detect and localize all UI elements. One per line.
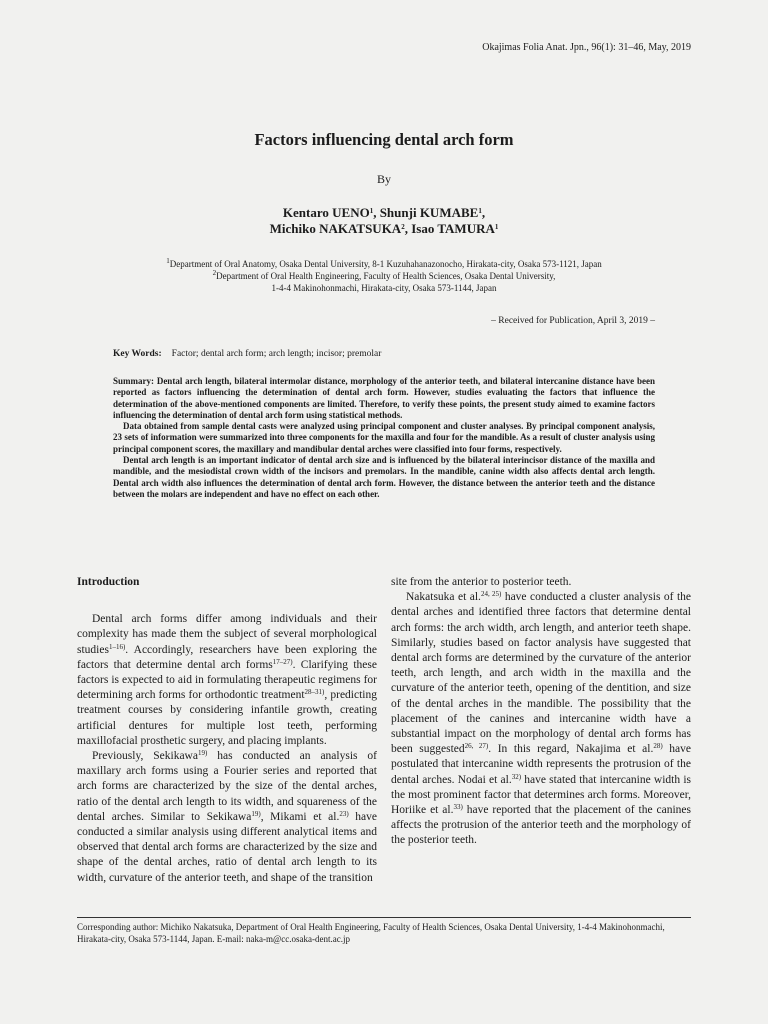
abstract <box>113 376 655 500</box>
citation-ref: 24, 25) <box>480 590 502 599</box>
corresponding-author-footnote: Corresponding author: Michiko Nakatsuka, Department of Oral Health Engineering, Faculty of Health Sciences, Osaka Dental University, 1-4-4 Makinohonmachi, Hirakata-city, Osaka 573-1144, Japan. E-mail: naka-m@cc.osaka-dent.ac.jp <box>77 922 665 945</box>
body-paragraph: Nakatsuka et al.$^{24, 25)}$ have conducted a cluster analysis of the dental arches and identified three factors that determine dental arch forms: the arch width, arch length, and anterior teeth shape. Similarly, studies based on factor analysis have suggested that dental arch forms are determined by the curvature of the anterior teeth, arch length, and arch width in the maxilla and the curvature of the anterior teeth, opening of the dentition, and size of the dental arches in the mandible. The possibility that the placement of the canines and intercanine width have a substantial impact on the morphology of dental arch forms has been suggested$^{26, 27)}$. In this regard, Nakajima et al.$^{28)}$ have postulated that intercanine width represents the protrusion of the dental arches. Nodai et al.$^{32)}$ have stated that intercanine width is the most prominent factor that determines arch forms. Moreover, Horiike et al.$^{33)}$ have reported that the placement of the canines affects the protrusion of the anterior teeth and the morphology of the posterior teeth. <box>391 590 692 847</box>
abstract-paragraph: Summary: Dental arch length, bilateral intermolar distance, morphology of the anterior teeth, and bilateral intercanine distance have been reported as factors influencing the determination of dental arch form. However, studies evaluating the factors that influence the determination of the above-mentioned components are limited. Therefore, to verify these points, the present study aimed to examine factors influencing the determination of dental arch form using statistical methods. <box>113 376 655 420</box>
author-name: Michiko NAKATSUKA <box>269 221 402 236</box>
affiliation-marker: 1 <box>166 257 170 265</box>
affiliation-marker: 1 <box>478 207 482 215</box>
body-column-right <box>391 575 691 849</box>
body-paragraph: Previously, Sekikawa$^{19)}$ has conducted an analysis of maxillary arch forms using a Fourier series and reported that arch forms are characterized by the size of the dental arches, ratio of the dental arch length to its width, and squareness of the dental arches. Similar to Sekikawa$^{19)}$, Mikami et al.$^{23)}$ have conducted a similar analysis using different analytical items and observed that dental arch forms are characterized by the size and shape of the dental arches, ratio of dental arch length to its width, curvature of the anterior teeth, and shape of the transition <box>77 749 378 884</box>
author-line-1 <box>0 205 768 221</box>
citation-ref: 19) <box>251 809 261 818</box>
citation-ref: 1–16) <box>108 642 126 651</box>
author-name: , Isao TAMURA <box>404 221 495 236</box>
article-title: Factors influencing dental arch form <box>254 130 514 149</box>
keywords <box>113 349 381 359</box>
affiliation-2-address: 1-4-4 Makinohonmachi, Hirakata-city, Osaka 573-1144, Japan <box>271 283 497 293</box>
body-paragraph-continued: site from the anterior to posterior teeth. <box>391 576 572 588</box>
author-line-2 <box>0 221 768 237</box>
citation-ref: 17–27) <box>272 657 293 666</box>
affiliation-text: Department of Oral Anatomy, Osaka Dental University, 8-1 Kuzuhahanazonocho, Hirakata-city, Osaka 573-1121, Japan <box>169 259 602 269</box>
keywords-text: Factor; dental arch form; arch length; incisor; premolar <box>171 349 382 359</box>
journal-citation: Okajimas Folia Anat. Jpn., 96(1): 31–46, May, 2019 <box>482 42 691 53</box>
author-name: Kentaro UENO <box>282 205 370 220</box>
separator: , <box>481 205 486 220</box>
affiliation-marker: 2 <box>212 269 217 277</box>
author-list <box>0 205 768 237</box>
body-paragraph: Dental arch forms differ among individuals and their complexity has made them the subject of several morphological studies$^{1-16)}$. Accordingly, researchers have been exploring the factors that determine dental arch forms$^{17-27)}$. Clarifying these factors is expected to aid in formulating therapeutic regimens for determining arch forms for orthodontic treatment$^{28-31)}$, predicting treatment courses by considering infantile growth, creating artificial dentures for multiple lost teeth, performing maxillofacial prosthetic surgery, and placing implants. <box>77 613 377 747</box>
byline: By <box>376 172 391 186</box>
affiliation-1 <box>0 258 768 270</box>
citation-ref: 28) <box>653 742 663 751</box>
affiliation-marker: 1 <box>494 223 499 231</box>
author-name: , Shunji KUMABE <box>373 205 479 220</box>
affiliation-text: Department of Oral Health Engineering, Faculty of Health Sciences, Osaka Dental University, <box>216 271 556 281</box>
received-date: – Received for Publication, April 3, 2019 – <box>491 316 655 326</box>
section-heading: Introduction <box>77 576 140 588</box>
citation-ref: 32) <box>511 772 522 781</box>
citation-ref: 28–31) <box>304 688 325 697</box>
citation-ref: 19) <box>197 749 208 758</box>
affiliation-2 <box>0 270 768 282</box>
affiliation-marker: 2 <box>401 223 405 231</box>
citation-ref: 23) <box>339 809 349 818</box>
footnote-divider <box>77 917 691 918</box>
body-column-left <box>77 575 377 886</box>
affiliation-marker: 1 <box>369 207 374 215</box>
abstract-paragraph: Data obtained from sample dental casts were analyzed using principal component and cluster analyses. By principal component analysis, 23 sets of information were summarized into three components for the maxilla and four for the mandible. As a result of cluster analysis using principal component scores, the maxillary and mandibular dental arches were classified into four forms, respectively. <box>113 421 655 454</box>
abstract-paragraph: Dental arch length is an important indicator of dental arch size and is influenced by the bilateral interincisor distance of the maxilla and mandible, and the mesiodistal crown width of the incisors and premolars. In the mandible, canine width also affects dental arch length. Dental arch width also influences the determination of dental arch form. However, the distance between the anterior teeth and the distance between the molars are independent and have no effect on each other. <box>113 455 655 499</box>
citation-ref: 33) <box>453 803 463 812</box>
keywords-label: Key Words: <box>113 349 162 359</box>
affiliations <box>0 258 768 294</box>
citation-ref: 26, 27) <box>464 742 489 751</box>
